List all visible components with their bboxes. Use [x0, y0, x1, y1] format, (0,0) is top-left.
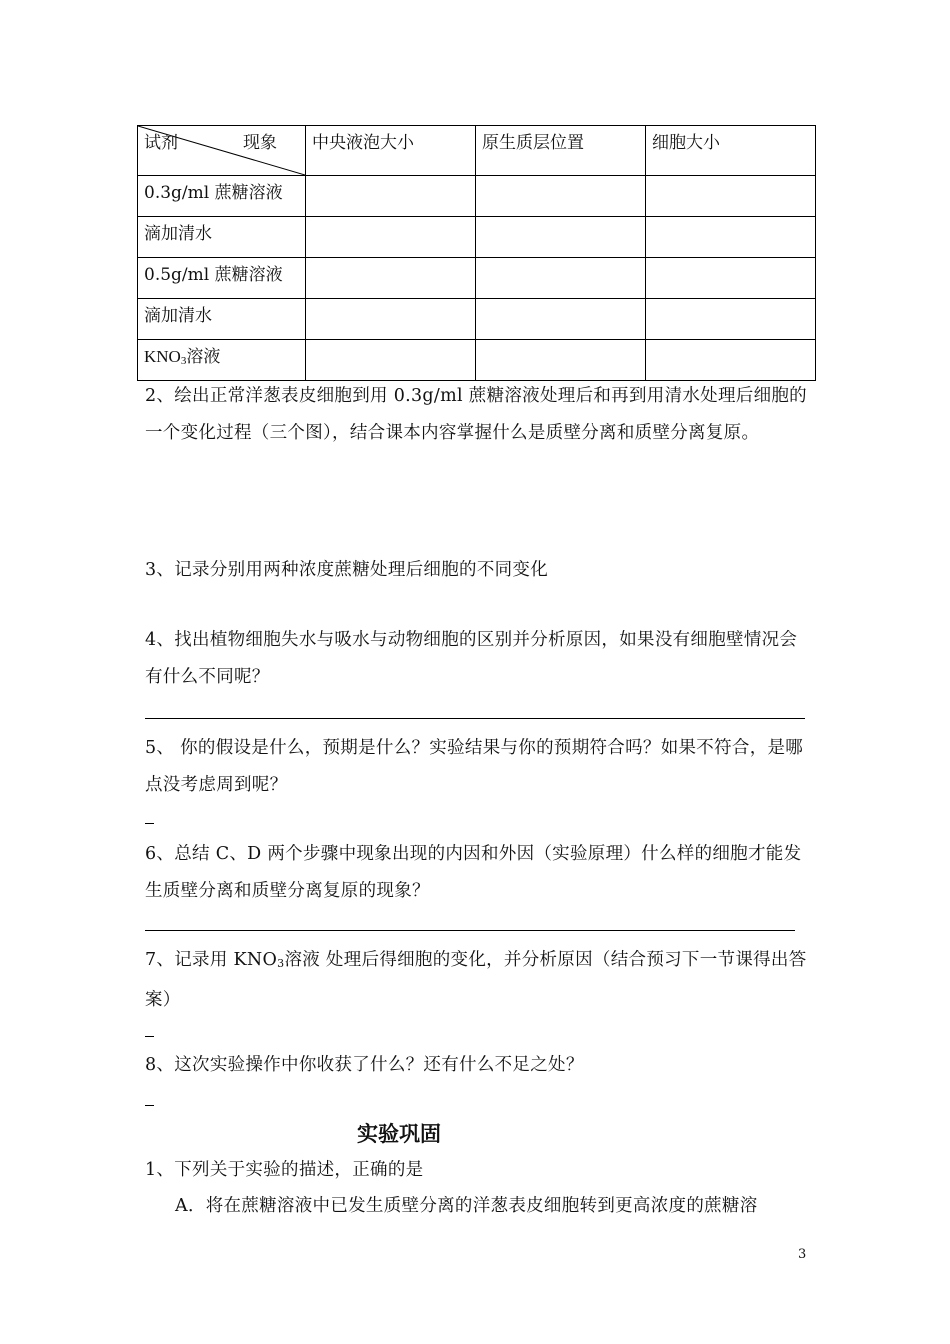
table-header-cell: 细胞大小: [646, 126, 816, 176]
blank-cell[interactable]: [646, 176, 816, 217]
blank-cell[interactable]: [646, 299, 816, 340]
table-row: [138, 176, 816, 217]
corner-label-reagent: 试剂: [144, 133, 178, 153]
q7-subscript: 3: [277, 957, 285, 970]
blank-cell[interactable]: [306, 176, 476, 217]
table-row: [138, 299, 816, 340]
question-6: 6、总结 C、D 两个步骤中现象出现的内因和外因（实验原理）什么样的细胞才能发生质壁分离和质壁分离复原的现象？: [145, 844, 802, 901]
row-label: [138, 340, 306, 381]
answer-dash: [145, 1105, 154, 1106]
corner-label-phenomenon: 现象: [243, 133, 277, 153]
blank-cell[interactable]: [306, 217, 476, 258]
answer-line: [145, 718, 805, 719]
question-5: 5、 你的假设是什么，预期是什么？实验结果与你的预期符合吗？如果不符合，是哪点没考虑周到呢？: [145, 738, 804, 795]
row-label: 0.3g/ml 蔗糖溶液: [138, 176, 306, 217]
blank-cell[interactable]: [476, 258, 646, 299]
q7-text-pre: 7、记录用 KNO: [145, 950, 278, 970]
answer-line: [145, 930, 795, 931]
blank-cell[interactable]: [476, 340, 646, 381]
observation-table: [137, 125, 816, 381]
page-number: 3: [798, 1247, 807, 1262]
blank-cell[interactable]: [476, 176, 646, 217]
question-4: 4、找出植物细胞失水与吸水与动物细胞的区别并分析原因，如果没有细胞壁情况会有什么不同呢？: [145, 630, 798, 687]
table-header-cell: 中央液泡大小: [306, 126, 476, 176]
kno-chem: KNO: [144, 347, 181, 366]
row-label: 滴加清水: [138, 299, 306, 340]
kno-subscript: 3: [180, 355, 187, 367]
answer-dash: [145, 1036, 154, 1037]
kno-suffix: 溶液: [186, 347, 221, 366]
table-header-row: [138, 126, 816, 176]
table-header-cell: 原生质层位置: [476, 126, 646, 176]
question-3: 3、记录分别用两种浓度蔗糖处理后细胞的不同变化: [145, 560, 549, 580]
blank-cell[interactable]: [646, 258, 816, 299]
question-2: 2、绘出正常洋葱表皮细胞到用 0.3g/ml 蔗糖溶液处理后和再到用清水处理后细胞的一个变化过程（三个图），结合课本内容掌握什么是质壁分离和质壁分离复原。: [145, 386, 807, 443]
blank-cell[interactable]: [476, 299, 646, 340]
blank-cell[interactable]: [306, 299, 476, 340]
blank-cell[interactable]: [476, 217, 646, 258]
section-title: 实验巩固: [357, 1122, 441, 1146]
exercise-option-a: A．将在蔗糖溶液中已发生质壁分离的洋葱表皮细胞转到更高浓度的蔗糖溶: [175, 1196, 758, 1216]
row-label: 0.5g/ml 蔗糖溶液: [138, 258, 306, 299]
blank-cell[interactable]: [306, 258, 476, 299]
question-7: [145, 942, 810, 1019]
blank-cell[interactable]: [646, 340, 816, 381]
exercise-question-1: 1、下列关于实验的描述，正确的是: [145, 1160, 424, 1180]
answer-dash: [145, 823, 154, 824]
table-row: [138, 340, 816, 381]
q7-text-post: 溶液 处理后得细胞的变化，并分析原因（结合预习下一节课得出答案）: [145, 950, 807, 1010]
blank-cell[interactable]: [306, 340, 476, 381]
question-8: 8、这次实验操作中你收获了什么？还有什么不足之处？: [145, 1055, 584, 1075]
table-row: [138, 258, 816, 299]
table-row: [138, 217, 816, 258]
blank-cell[interactable]: [646, 217, 816, 258]
row-label: 滴加清水: [138, 217, 306, 258]
table-corner-cell: [138, 126, 306, 176]
